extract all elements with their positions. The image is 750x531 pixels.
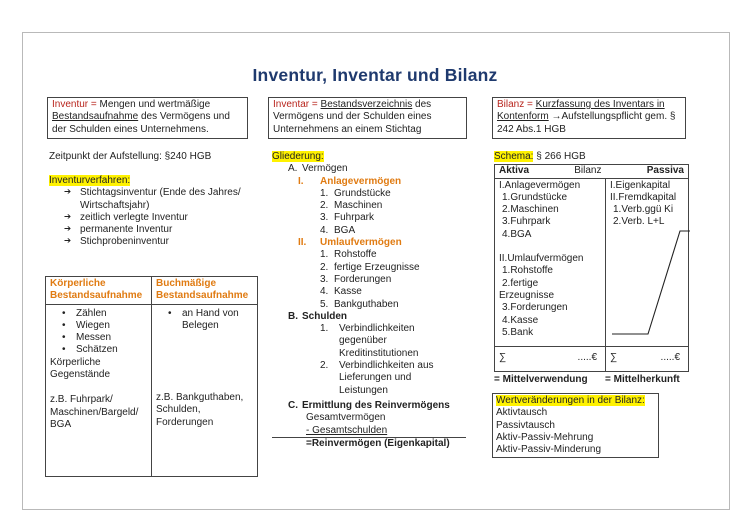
bestandsaufnahme-table <box>45 276 258 477</box>
aktiva-line: 2.fertige <box>502 277 539 289</box>
list-item: • Schätzen <box>50 344 147 356</box>
aktiva-line: 3.Fuhrpark <box>502 216 551 228</box>
list-item <box>320 274 472 286</box>
schulden-list <box>272 323 472 397</box>
gliederung-A <box>272 163 472 175</box>
passiva-sum <box>606 347 688 371</box>
inventurverfahren-section <box>49 175 249 249</box>
bilanz-term: Bilanz <box>497 99 525 110</box>
list-item: ➔ Stichtagsinventur (Ende des Jahres/ Wirtschaftsjahr) <box>61 187 249 212</box>
sum-value: .....€ <box>660 352 680 364</box>
list-item: Aktiv-Passiv-Minderung <box>496 444 602 456</box>
list-item <box>320 262 472 274</box>
gliederung-C <box>272 400 472 412</box>
list-item: ➔ zeitlich verlegte Inventur <box>61 212 249 224</box>
aktiva-label: Aktiva <box>499 165 530 177</box>
aktiva-line: 4.Kasse <box>502 314 539 326</box>
koerperlich-heading: Körperliche Bestandsaufnahme <box>46 278 151 305</box>
koerperlich-text: Körperliche Gegenstände <box>50 356 111 381</box>
list-item: ➔ Stichprobeninventur <box>61 236 249 248</box>
aktiva-line: 1.Grundstücke <box>502 191 568 203</box>
gliederung-C-num: C. <box>288 399 298 411</box>
gliederung-AII-label: Umlaufvermögen <box>320 237 402 249</box>
gliederung-AII <box>272 237 472 249</box>
koerperlich-column <box>46 277 151 476</box>
inventar-underlined: Bestandsverzeichnis <box>320 99 413 110</box>
gliederung-AI-label: Anlagevermögen <box>320 175 402 187</box>
list-item: ➔ permanente Inventur <box>61 224 249 236</box>
sum-symbol: ∑ <box>499 352 507 364</box>
item-label: Verbindlichkeiten gegenüber Kreditinstitutionen <box>339 323 419 359</box>
gliederung-heading: Gliederung: <box>272 151 324 162</box>
aktiva-line: II.Umlaufvermögen <box>499 253 584 265</box>
page-title: Inventur, Inventar und Bilanz <box>252 65 498 85</box>
item-label: Bankguthaben <box>334 298 399 310</box>
gliederung-section <box>272 151 472 450</box>
gesamtschulden: - Gesamtschulden <box>306 424 388 436</box>
item-label: BGA <box>334 224 356 236</box>
inventar-text: des Vermögens und der Schulden eines Unternehmens an einem Stichtag <box>273 99 432 135</box>
list-item: • Wiegen <box>50 320 147 332</box>
list-item: • Messen <box>50 332 147 344</box>
item-num: 2. <box>320 200 329 212</box>
list-item <box>320 299 472 311</box>
list-item <box>320 212 472 224</box>
passiva-line: II.Fremdkapital <box>610 191 677 203</box>
aktiva-line: 3.Forderungen <box>502 302 568 314</box>
list-item <box>320 249 472 261</box>
gliederung-A-num: A. <box>288 163 298 175</box>
gesamtschulden-line <box>272 425 466 438</box>
schema-heading: Schema: <box>494 151 534 162</box>
mittel-labels <box>494 374 689 386</box>
gliederung-A-label: Vermögen <box>302 163 348 175</box>
bilanz-definition-box <box>492 97 686 139</box>
buchmaessig-example: z.B. Bankguthaben, Schulden, Forderungen <box>156 392 244 428</box>
inventur-definition-box <box>47 97 248 139</box>
mittelverwendung-label: = Mittelverwendung <box>494 373 588 385</box>
inventur-text-2: des Vermögens und der Schulden eines Unternehmens. <box>52 111 230 135</box>
sum-symbol: ∑ <box>610 352 618 364</box>
inventar-sep: = <box>309 99 321 110</box>
item-label: Fuhrpark <box>334 212 375 224</box>
wertveraenderungen-box <box>492 393 659 458</box>
item-num: 1. <box>320 187 329 199</box>
aktiva-sum <box>495 347 606 371</box>
passiva-line: I.Eigenkapital <box>610 179 671 191</box>
koerperlich-example: z.B. Fuhrpark/ Maschinen/Bargeld/ BGA <box>50 394 139 430</box>
list-item <box>320 323 450 360</box>
anlagevermoegen-list <box>272 188 472 237</box>
item-num: 2. <box>320 261 329 273</box>
list-item: Passivtausch <box>496 419 555 431</box>
item-num: 3. <box>320 212 329 224</box>
item-label: Verbindlichkeiten aus Lieferungen und Leistungen <box>339 360 434 396</box>
list-item: Aktiv-Passiv-Mehrung <box>496 431 594 443</box>
gliederung-B-label: Schulden <box>302 310 348 322</box>
item-num: 1. <box>320 323 329 335</box>
aktiva-spacer <box>499 241 601 253</box>
gliederung-AII-num: II. <box>298 237 307 249</box>
inventurverfahren-heading: Inventurverfahren: <box>49 175 131 186</box>
item-label: Maschinen <box>334 200 383 212</box>
aktiva-line: I.Anlagevermögen <box>499 179 581 191</box>
item-num: 3. <box>320 273 329 285</box>
bilanz-header <box>495 165 688 178</box>
aktiva-column <box>495 179 606 346</box>
aktiva-line: 5.Bank <box>502 326 534 338</box>
sum-value: .....€ <box>577 352 597 364</box>
list-item: Aktivtausch <box>496 407 548 419</box>
schema-rest: § 266 HGB <box>533 151 586 162</box>
bilanz-label: Bilanz <box>574 165 602 177</box>
inventur-underlined: Bestandsaufnahme <box>52 111 139 123</box>
gliederung-B <box>272 311 472 323</box>
list-item <box>320 360 450 397</box>
inventurverfahren-list <box>61 187 249 248</box>
inventar-definition-box <box>268 97 467 139</box>
wertveraenderungen-heading: Wertveränderungen in der Bilanz: <box>496 395 645 406</box>
passiva-line: 1.Verb.ggü Ki <box>613 204 674 216</box>
item-label: Grundstücke <box>334 187 391 199</box>
bilanz-underlined: Kurzfassung des Inventars in Kontenform <box>497 99 665 123</box>
item-num: 1. <box>320 249 329 261</box>
item-num: 4. <box>320 224 329 236</box>
zeitpunkt-text: Zeitpunkt der Aufstellung: §240 HGB <box>49 151 212 162</box>
bilanz-t-account <box>494 164 689 371</box>
bilanz-sep: = <box>524 99 536 110</box>
list-item <box>320 188 472 200</box>
item-num: 2. <box>320 360 329 372</box>
inventur-text-1: Mengen und wertmäßige <box>99 99 211 110</box>
aktiva-line: 2.Maschinen <box>502 204 559 216</box>
gliederung-B-num: B. <box>288 310 298 322</box>
item-num: 5. <box>320 298 329 310</box>
gliederung-AI <box>272 176 472 188</box>
inventur-sep: = <box>88 99 100 110</box>
inventur-term: Inventur <box>52 99 89 110</box>
gliederung-C-label: Ermittlung des Reinvermögens <box>302 399 450 411</box>
umlaufvermoegen-list <box>272 249 472 310</box>
buchmaessig-column <box>151 277 257 476</box>
passiva-label: Passiva <box>646 165 684 177</box>
aktiva-line: 1.Rohstoffe <box>502 265 553 277</box>
passiva-column <box>606 179 688 346</box>
gesamtvermoegen: Gesamtvermögen <box>306 412 386 424</box>
bilanz-sum-row <box>495 347 688 371</box>
gliederung-AI-num: I. <box>298 175 304 187</box>
bilanz-body <box>495 179 688 347</box>
bilanz-arrow: → <box>548 111 562 123</box>
buchmaessig-heading: Buchmäßige Bestandsaufnahme <box>152 278 257 305</box>
mittelherkunft-label: = Mittelherkunft <box>605 373 680 385</box>
list-item <box>320 225 472 237</box>
list-item: • an Hand von Belegen <box>156 308 253 333</box>
buchmaessig-list <box>156 308 253 333</box>
passiva-line: 2.Verb. L+L <box>613 216 665 228</box>
item-num: 4. <box>320 286 329 298</box>
reinvermoegen-result: =Reinvermögen (Eigenkapital) <box>306 437 450 449</box>
list-item: • Zählen <box>50 308 147 320</box>
list-item <box>320 286 472 298</box>
bilanz-closing-line <box>606 179 690 347</box>
inventar-term: Inventar <box>273 99 310 110</box>
koerperlich-list <box>50 308 147 357</box>
aktiva-line: 4.BGA <box>502 228 532 240</box>
item-label: fertige Erzeugnisse <box>334 261 420 273</box>
item-label: Rohstoffe <box>334 249 377 261</box>
schema-section <box>494 151 689 386</box>
item-label: Forderungen <box>334 273 392 285</box>
aktiva-line: Erzeugnisse <box>499 289 555 301</box>
bilanz-text: Aufstellungspflicht gem. § 242 Abs.1 HGB <box>497 111 676 135</box>
list-item <box>320 200 472 212</box>
item-label: Kasse <box>334 286 362 298</box>
